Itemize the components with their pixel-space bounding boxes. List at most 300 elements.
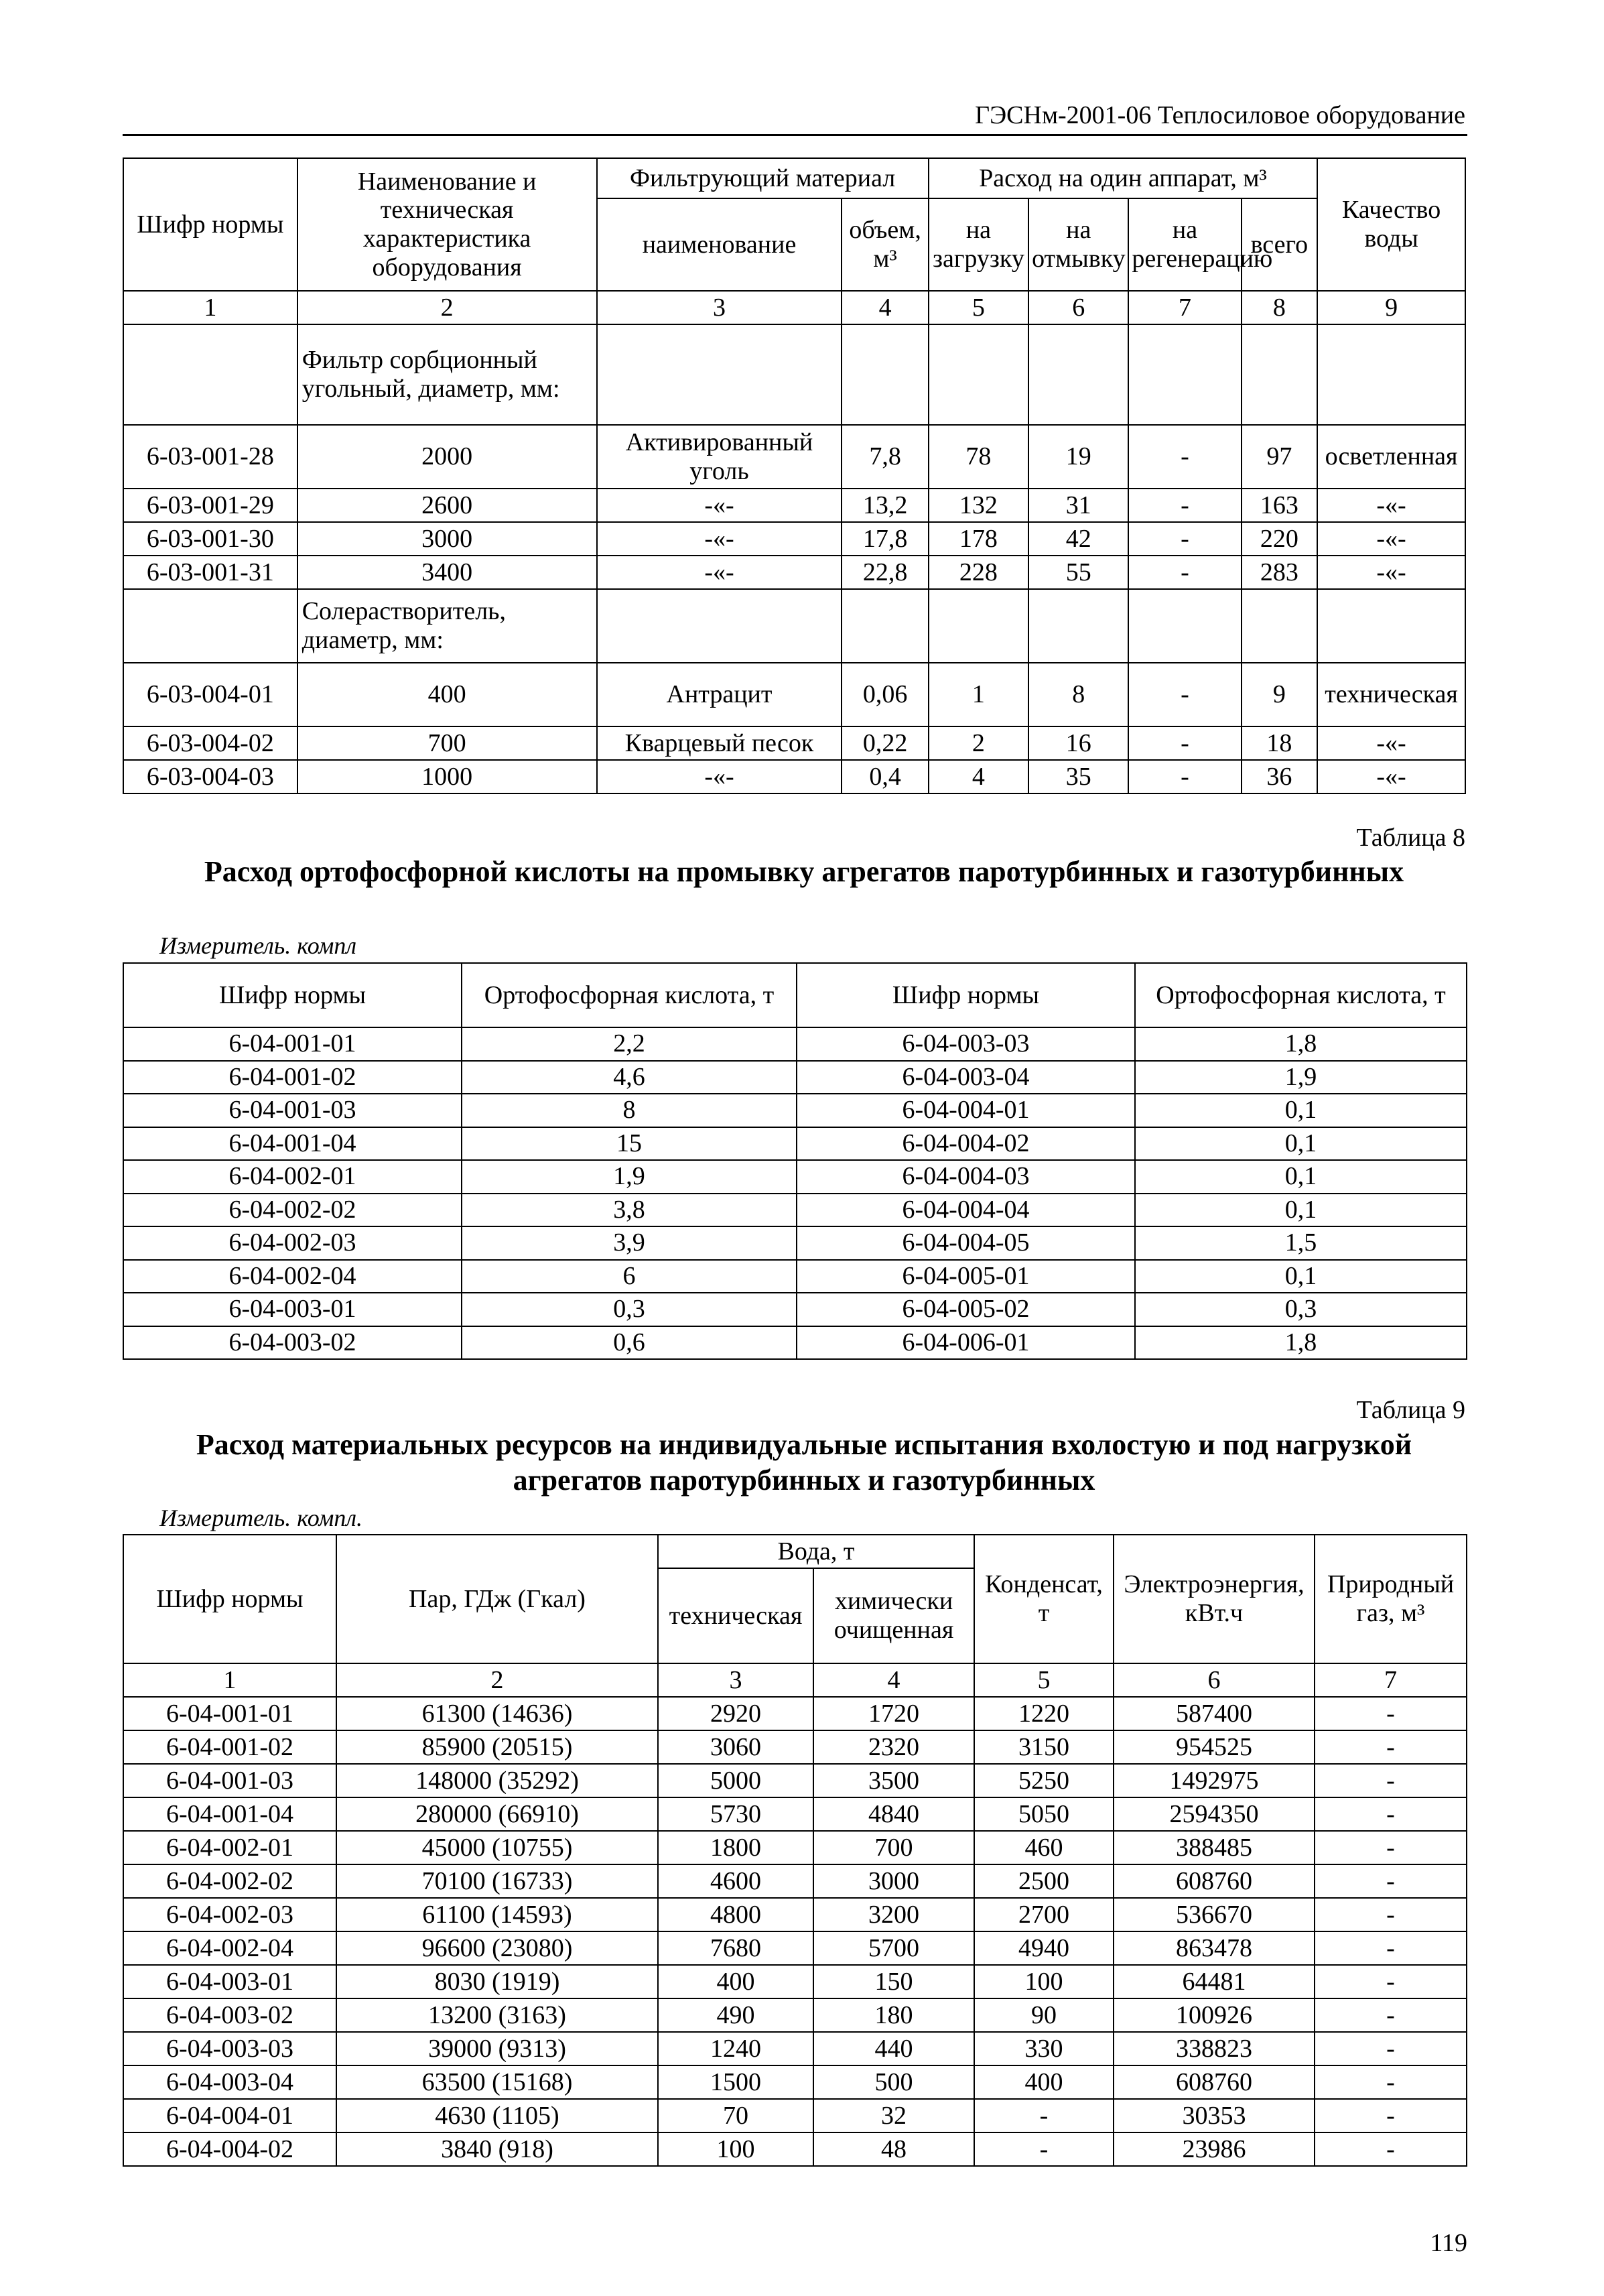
table-row [123, 1998, 1467, 2032]
cell-volume: 0,06 [842, 663, 928, 726]
empty-cell [597, 324, 842, 425]
empty-cell [1242, 324, 1318, 425]
cell-code: 6-04-005-01 [797, 1260, 1135, 1293]
section-title: Солерастворитель, диаметр, мм: [297, 589, 597, 663]
cell-water-tech: 5730 [658, 1797, 813, 1831]
empty-cell [1128, 589, 1241, 663]
table-row [123, 1797, 1467, 1831]
cell-load: 132 [929, 489, 1028, 522]
table-row [123, 1127, 1467, 1161]
table-row [123, 425, 1465, 489]
cell-acid: 1,8 [1135, 1326, 1467, 1360]
cell-water-chem: 3200 [813, 1898, 974, 1931]
cell-steam: 85900 (20515) [336, 1730, 658, 1764]
section-title: Фильтр сорбционный угольный, диаметр, мм: [297, 324, 597, 425]
table-row [123, 1061, 1467, 1094]
cell-acid: 0,1 [1135, 1260, 1467, 1293]
cell-condensate: 100 [974, 1965, 1114, 1998]
cell-water-tech: 7680 [658, 1931, 813, 1965]
cell-acid: 1,8 [1135, 1027, 1467, 1061]
header-water-chem: химически очищенная [813, 1568, 974, 1663]
cell-steam: 8030 (1919) [336, 1965, 658, 1998]
cell-water-chem: 150 [813, 1965, 974, 1998]
cell-electricity: 338823 [1114, 2032, 1315, 2065]
cell-acid: 0,3 [1135, 1293, 1467, 1326]
column-number: 3 [597, 291, 842, 324]
cell-spec: 1000 [297, 760, 597, 793]
cell-material: -«- [597, 522, 842, 556]
cell-steam: 13200 (3163) [336, 1998, 658, 2032]
table-row [123, 1831, 1467, 1864]
cell-code: 6-03-004-03 [123, 760, 297, 793]
cell-acid: 0,3 [462, 1293, 797, 1326]
cell-code: 6-04-003-02 [123, 1326, 462, 1360]
column-number: 2 [297, 291, 597, 324]
cell-water-tech: 490 [658, 1998, 813, 2032]
cell-acid: 1,9 [1135, 1061, 1467, 1094]
cell-code: 6-04-002-02 [123, 1194, 462, 1227]
cell-wash: 8 [1028, 663, 1128, 726]
table-row [123, 1965, 1467, 1998]
header-quality: Качество воды [1317, 158, 1465, 291]
cell-steam: 4630 (1105) [336, 2099, 658, 2132]
cell-spec: 2600 [297, 489, 597, 522]
cell-total: 163 [1242, 489, 1318, 522]
cell-water-tech: 70 [658, 2099, 813, 2132]
cell-water-tech: 1240 [658, 2032, 813, 2065]
cell-regen: - [1128, 489, 1241, 522]
cell-material: -«- [597, 489, 842, 522]
header-gas: Природный газ, м³ [1315, 1535, 1467, 1663]
cell-code: 6-04-002-04 [123, 1931, 336, 1965]
column-number: 2 [336, 1663, 658, 1697]
cell-electricity: 100926 [1114, 1998, 1315, 2032]
header-condensate: Конденсат, т [974, 1535, 1114, 1663]
cell-gas: - [1315, 2032, 1467, 2065]
column-number: 4 [842, 291, 928, 324]
empty-cell [1028, 589, 1128, 663]
cell-volume: 0,22 [842, 726, 928, 760]
cell-code: 6-04-004-03 [797, 1160, 1135, 1194]
cell-volume: 7,8 [842, 425, 928, 489]
header-water-tech: техническая [658, 1568, 813, 1663]
cell-load: 2 [929, 726, 1028, 760]
table-row [123, 1864, 1467, 1898]
header-acid-2: Ортофосфорная кислота, т [1135, 963, 1467, 1027]
cell-water-chem: 5700 [813, 1931, 974, 1965]
header-rule [123, 134, 1467, 136]
cell-code: 6-04-004-02 [797, 1127, 1135, 1161]
cell-code: 6-04-002-03 [123, 1226, 462, 1260]
cell-code: 6-03-001-28 [123, 425, 297, 489]
column-number: 3 [658, 1663, 813, 1697]
header-electricity: Электроэнергия, кВт.ч [1114, 1535, 1315, 1663]
empty-cell [929, 589, 1028, 663]
cell-condensate: 90 [974, 1998, 1114, 2032]
empty-cell [1242, 589, 1318, 663]
empty-cell [842, 589, 928, 663]
cell-acid: 6 [462, 1260, 797, 1293]
column-number: 8 [1242, 291, 1318, 324]
empty-cell [1317, 589, 1465, 663]
cell-gas: - [1315, 1864, 1467, 1898]
column-numbers-row [123, 291, 1465, 324]
cell-code: 6-04-004-01 [797, 1094, 1135, 1127]
cell-acid: 1,9 [462, 1160, 797, 1194]
cell-water-tech: 1500 [658, 2065, 813, 2099]
cell-code: 6-04-004-01 [123, 2099, 336, 2132]
cell-acid: 3,8 [462, 1194, 797, 1227]
table-row [123, 1898, 1467, 1931]
table-row [123, 2132, 1467, 2166]
cell-quality: -«- [1317, 556, 1465, 589]
cell-gas: - [1315, 1764, 1467, 1797]
cell-electricity: 2594350 [1114, 1797, 1315, 1831]
cell-code: 6-04-004-04 [797, 1194, 1135, 1227]
cell-code: 6-03-001-29 [123, 489, 297, 522]
cell-electricity: 954525 [1114, 1730, 1315, 1764]
table-row [123, 663, 1465, 726]
cell-electricity: 587400 [1114, 1697, 1315, 1730]
cell-electricity: 608760 [1114, 1864, 1315, 1898]
cell-water-tech: 5000 [658, 1764, 813, 1797]
cell-electricity: 64481 [1114, 1965, 1315, 1998]
material-resources-table [123, 1534, 1467, 2167]
cell-code: 6-04-001-02 [123, 1730, 336, 1764]
cell-material: Активированный уголь [597, 425, 842, 489]
cell-code: 6-04-003-01 [123, 1965, 336, 1998]
cell-acid: 3,9 [462, 1226, 797, 1260]
cell-code: 6-04-003-03 [797, 1027, 1135, 1061]
empty-cell [842, 324, 928, 425]
cell-regen: - [1128, 663, 1241, 726]
filter-materials-table [123, 157, 1466, 794]
cell-volume: 13,2 [842, 489, 928, 522]
cell-code: 6-04-001-02 [123, 1061, 462, 1094]
cell-material: Кварцевый песок [597, 726, 842, 760]
cell-quality: -«- [1317, 489, 1465, 522]
cell-condensate: - [974, 2099, 1114, 2132]
column-number: 4 [813, 1663, 974, 1697]
cell-spec: 400 [297, 663, 597, 726]
cell-code: 6-04-003-03 [123, 2032, 336, 2065]
empty-cell [929, 324, 1028, 425]
cell-acid: 0,1 [1135, 1127, 1467, 1161]
cell-wash: 19 [1028, 425, 1128, 489]
cell-condensate: 2700 [974, 1898, 1114, 1931]
cell-gas: - [1315, 2065, 1467, 2099]
column-number: 5 [929, 291, 1028, 324]
cell-gas: - [1315, 1697, 1467, 1730]
header-total: всего [1242, 198, 1318, 291]
cell-steam: 39000 (9313) [336, 2032, 658, 2065]
table-row [123, 2099, 1467, 2132]
cell-volume: 22,8 [842, 556, 928, 589]
cell-water-tech: 4800 [658, 1898, 813, 1931]
table-row [123, 1326, 1467, 1360]
table9-title: Расход материальных ресурсов на индивидуальные испытания вхолостую и под нагрузкой агрегатов паротурбинных и газотурбинных [196, 1428, 1412, 1496]
cell-electricity: 863478 [1114, 1931, 1315, 1965]
cell-acid: 8 [462, 1094, 797, 1127]
cell-steam: 45000 (10755) [336, 1831, 658, 1864]
cell-regen: - [1128, 556, 1241, 589]
cell-gas: - [1315, 1965, 1467, 1998]
cell-gas: - [1315, 1998, 1467, 2032]
table-row [123, 556, 1465, 589]
cell-condensate: 3150 [974, 1730, 1114, 1764]
cell-spec: 3400 [297, 556, 597, 589]
table-row [123, 1194, 1467, 1227]
cell-load: 228 [929, 556, 1028, 589]
column-number: 1 [123, 291, 297, 324]
cell-total: 9 [1242, 663, 1318, 726]
cell-wash: 31 [1028, 489, 1128, 522]
cell-code: 6-03-004-02 [123, 726, 297, 760]
cell-quality: техническая [1317, 663, 1465, 726]
page-number: 119 [1430, 2229, 1467, 2257]
cell-condensate: 330 [974, 2032, 1114, 2065]
cell-water-tech: 2920 [658, 1697, 813, 1730]
header-filter-name: наименование [597, 198, 842, 291]
cell-code: 6-04-004-05 [797, 1226, 1135, 1260]
cell-code: 6-04-001-03 [123, 1764, 336, 1797]
table-row [123, 2065, 1467, 2099]
section-title-row [123, 324, 1465, 425]
table-row [123, 1764, 1467, 1797]
cell-water-chem: 440 [813, 2032, 974, 2065]
header-code-2: Шифр нормы [797, 963, 1135, 1027]
cell-code: 6-03-001-30 [123, 522, 297, 556]
cell-water-tech: 4600 [658, 1864, 813, 1898]
table-row [123, 1697, 1467, 1730]
cell-load: 4 [929, 760, 1028, 793]
cell-water-chem: 48 [813, 2132, 974, 2166]
header-regen: на регенерацию [1128, 198, 1241, 291]
cell-wash: 16 [1028, 726, 1128, 760]
cell-material: -«- [597, 760, 842, 793]
cell-code: 6-04-003-04 [797, 1061, 1135, 1094]
cell-code: 6-04-003-04 [123, 2065, 336, 2099]
cell-code: 6-04-002-04 [123, 1260, 462, 1293]
column-number: 7 [1315, 1663, 1467, 1697]
table-row [123, 1027, 1467, 1061]
table-row [123, 522, 1465, 556]
cell-electricity: 23986 [1114, 2132, 1315, 2166]
cell-wash: 35 [1028, 760, 1128, 793]
cell-total: 18 [1242, 726, 1318, 760]
cell-water-chem: 3500 [813, 1764, 974, 1797]
table-row [123, 2032, 1467, 2065]
cell-wash: 55 [1028, 556, 1128, 589]
table-row [123, 489, 1465, 522]
cell-condensate: 460 [974, 1831, 1114, 1864]
cell-gas: - [1315, 2132, 1467, 2166]
table-row [123, 1293, 1467, 1326]
cell-code: 6-04-002-01 [123, 1160, 462, 1194]
cell-steam: 280000 (66910) [336, 1797, 658, 1831]
cell-gas: - [1315, 1730, 1467, 1764]
table-row [123, 1160, 1467, 1194]
cell-condensate: 2500 [974, 1864, 1114, 1898]
table-row [123, 1226, 1467, 1260]
cell-quality: -«- [1317, 760, 1465, 793]
cell-condensate: 5050 [974, 1797, 1114, 1831]
cell-steam: 63500 (15168) [336, 2065, 658, 2099]
cell-gas: - [1315, 1797, 1467, 1831]
cell-condensate: 4940 [974, 1931, 1114, 1965]
table8-title: Расход ортофосфорной кислоты на промывку агрегатов паротурбинных и газотурбинных [204, 855, 1404, 888]
cell-water-tech: 100 [658, 2132, 813, 2166]
cell-gas: - [1315, 1931, 1467, 1965]
cell-condensate: - [974, 2132, 1114, 2166]
cell-code: 6-04-001-04 [123, 1797, 336, 1831]
cell-electricity: 30353 [1114, 2099, 1315, 2132]
header-load: на загрузку [929, 198, 1028, 291]
cell-steam: 96600 (23080) [336, 1931, 658, 1965]
cell-code: 6-03-001-31 [123, 556, 297, 589]
cell-load: 1 [929, 663, 1028, 726]
empty-cell [597, 589, 842, 663]
cell-water-chem: 500 [813, 2065, 974, 2099]
table-row [123, 1730, 1467, 1764]
cell-water-chem: 4840 [813, 1797, 974, 1831]
column-number: 7 [1128, 291, 1241, 324]
cell-water-chem: 3000 [813, 1864, 974, 1898]
column-number: 6 [1114, 1663, 1315, 1697]
cell-load: 178 [929, 522, 1028, 556]
cell-condensate: 1220 [974, 1697, 1114, 1730]
cell-water-chem: 2320 [813, 1730, 974, 1764]
cell-steam: 148000 (35292) [336, 1764, 658, 1797]
cell-code: 6-04-001-04 [123, 1127, 462, 1161]
cell-quality: -«- [1317, 726, 1465, 760]
header-code: Шифр нормы [123, 1535, 336, 1663]
running-header: ГЭСНм-2001-06 Теплосиловое оборудование [975, 101, 1465, 129]
cell-regen: - [1128, 760, 1241, 793]
table-row [123, 726, 1465, 760]
cell-steam: 70100 (16733) [336, 1864, 658, 1898]
cell-code: 6-04-001-01 [123, 1027, 462, 1061]
empty-cell [123, 324, 297, 425]
table-row [123, 1094, 1467, 1127]
cell-code: 6-04-003-01 [123, 1293, 462, 1326]
empty-cell [123, 589, 297, 663]
cell-spec: 700 [297, 726, 597, 760]
cell-code: 6-04-002-03 [123, 1898, 336, 1931]
cell-water-chem: 1720 [813, 1697, 974, 1730]
cell-code: 6-04-004-02 [123, 2132, 336, 2166]
cell-acid: 4,6 [462, 1061, 797, 1094]
cell-electricity: 1492975 [1114, 1764, 1315, 1797]
column-number: 1 [123, 1663, 336, 1697]
header-water-group: Вода, т [658, 1535, 974, 1568]
header-wash: на отмывку [1028, 198, 1128, 291]
table9-measure: Измеритель. компл. [159, 1505, 363, 1531]
cell-volume: 17,8 [842, 522, 928, 556]
cell-code: 6-04-001-03 [123, 1094, 462, 1127]
table-row [123, 1260, 1467, 1293]
header-steam: Пар, ГДж (Гкал) [336, 1535, 658, 1663]
cell-water-chem: 32 [813, 2099, 974, 2132]
column-number: 9 [1317, 291, 1465, 324]
cell-code: 6-04-003-02 [123, 1998, 336, 2032]
header-filter-group: Фильтрующий материал [597, 158, 929, 198]
cell-electricity: 536670 [1114, 1898, 1315, 1931]
cell-material: -«- [597, 556, 842, 589]
cell-spec: 2000 [297, 425, 597, 489]
cell-water-chem: 700 [813, 1831, 974, 1864]
cell-condensate: 400 [974, 2065, 1114, 2099]
cell-steam: 61100 (14593) [336, 1898, 658, 1931]
cell-code: 6-04-005-02 [797, 1293, 1135, 1326]
cell-code: 6-04-006-01 [797, 1326, 1135, 1360]
cell-spec: 3000 [297, 522, 597, 556]
cell-acid: 0,1 [1135, 1194, 1467, 1227]
cell-steam: 61300 (14636) [336, 1697, 658, 1730]
cell-total: 220 [1242, 522, 1318, 556]
cell-gas: - [1315, 1831, 1467, 1864]
cell-regen: - [1128, 425, 1241, 489]
header-code: Шифр нормы [123, 158, 297, 291]
cell-electricity: 608760 [1114, 2065, 1315, 2099]
cell-volume: 0,4 [842, 760, 928, 793]
header-name: Наименование и техническая характеристика оборудования [297, 158, 597, 291]
empty-cell [1028, 324, 1128, 425]
table-row [123, 760, 1465, 793]
header-consumption-group: Расход на один аппарат, м³ [929, 158, 1317, 198]
column-number: 5 [974, 1663, 1114, 1697]
empty-cell [1317, 324, 1465, 425]
cell-quality: -«- [1317, 522, 1465, 556]
cell-acid: 0,1 [1135, 1160, 1467, 1194]
cell-total: 36 [1242, 760, 1318, 793]
cell-regen: - [1128, 522, 1241, 556]
cell-code: 6-04-002-01 [123, 1831, 336, 1864]
table-row [123, 1931, 1467, 1965]
cell-acid: 0,6 [462, 1326, 797, 1360]
table9-label: Таблица 9 [1356, 1396, 1465, 1424]
column-number: 6 [1028, 291, 1128, 324]
cell-total: 97 [1242, 425, 1318, 489]
cell-quality: осветленная [1317, 425, 1465, 489]
cell-material: Антрацит [597, 663, 842, 726]
cell-gas: - [1315, 2099, 1467, 2132]
cell-water-tech: 1800 [658, 1831, 813, 1864]
cell-regen: - [1128, 726, 1241, 760]
cell-total: 283 [1242, 556, 1318, 589]
cell-code: 6-04-002-02 [123, 1864, 336, 1898]
header-filter-volume: объем, м³ [842, 198, 928, 291]
cell-electricity: 388485 [1114, 1831, 1315, 1864]
cell-code: 6-03-004-01 [123, 663, 297, 726]
cell-code: 6-04-001-01 [123, 1697, 336, 1730]
cell-steam: 3840 (918) [336, 2132, 658, 2166]
table8-label: Таблица 8 [1356, 824, 1465, 852]
cell-acid: 1,5 [1135, 1226, 1467, 1260]
cell-acid: 2,2 [462, 1027, 797, 1061]
cell-acid: 15 [462, 1127, 797, 1161]
cell-gas: - [1315, 1898, 1467, 1931]
column-numbers-row [123, 1663, 1467, 1697]
cell-water-tech: 3060 [658, 1730, 813, 1764]
cell-water-chem: 180 [813, 1998, 974, 2032]
empty-cell [1128, 324, 1241, 425]
phosphoric-acid-table [123, 962, 1467, 1360]
cell-wash: 42 [1028, 522, 1128, 556]
cell-load: 78 [929, 425, 1028, 489]
table8-measure: Измеритель. компл [159, 932, 357, 959]
header-acid-1: Ортофосфорная кислота, т [462, 963, 797, 1027]
